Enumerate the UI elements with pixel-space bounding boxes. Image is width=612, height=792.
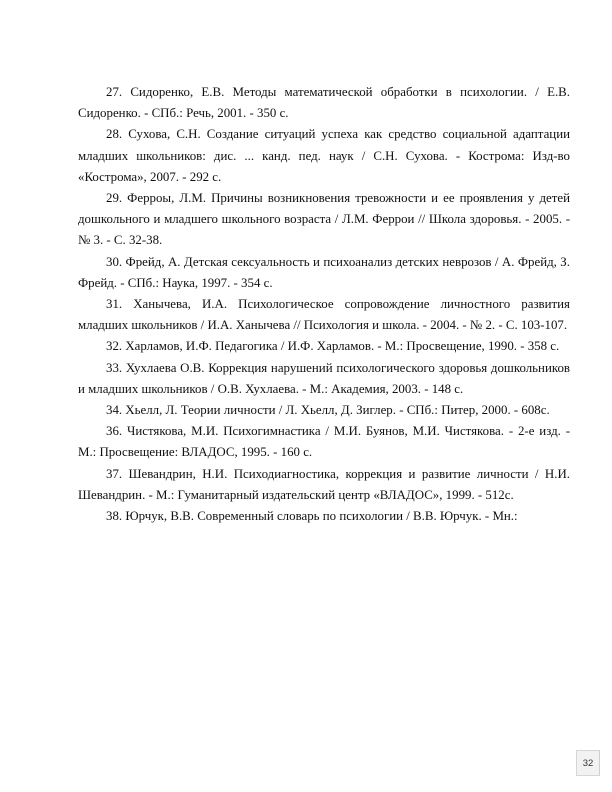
reference-item-29: 29. Ферроы, Л.М. Причины возникновения тревожности и ее проявления у детей дошкольного и младшего школьного возраста / Л.М. Феррои // Школа здоровья. - 2005. - № 3. - С. 32-38. (78, 191, 570, 248)
reference-item-36: 36. Чистякова, М.И. Психогимнастика / М.И. Буянов, М.И. Чистякова. - 2-е изд. - М.: Просвещение: ВЛАДОС, 1995. - 160 с. (78, 424, 570, 460)
reference-item-37: 37. Шевандрин, Н.И. Психодиагностика, коррекция и развитие личности / Н.И. Шевандрин. - М.: Гуманитарный издательский центр «ВЛАДОС», 1999. - 512с. (78, 466, 570, 502)
reference-item-27: 27. Сидоренко, Е.В. Методы математической обработки в психологии. / Е.В. Сидоренко. - СПб.: Речь, 2001. - 350 с. (78, 85, 570, 121)
reference-item-38: 38. Юрчук, В.В. Современный словарь по психологии / В.В. Юрчук. - Мн.: (106, 509, 518, 524)
reference-list (78, 82, 570, 527)
reference-item-31: 31. Ханычева, И.А. Психологическое сопровождение личностного развития младших школьников / И.А. Ханычева // Психология и школа. - 2004. - № 2. - С. 103-107. (78, 297, 570, 333)
reference-item-32: 32. Харламов, И.Ф. Педагогика / И.Ф. Харламов. - М.: Просвещение, 1990. - 358 с. (106, 339, 560, 354)
reference-item-28: 28. Сухова, С.Н. Создание ситуаций успеха как средство социальной адаптации младших школьников: дис. ... канд. пед. наук / С.Н. Сухова. - Кострома: Изд-во «Кострома», 2007. - 292 с. (78, 127, 570, 184)
reference-item-33: 33. Хухлаева О.В. Коррекция нарушений психологического здоровья дошкольников и младших школьников / О.В. Хухлаева. - М.: Академия, 2003. - 148 с. (78, 360, 570, 396)
page-number: 32 (576, 750, 600, 776)
reference-item-34: 34. Хьелл, Л. Теории личности / Л. Хьелл, Д. Зиглер. - СПб.: Питер, 2000. - 608с. (106, 403, 550, 418)
reference-item-30: 30. Фрейд, А. Детская сексуальность и психоанализ детских неврозов / А. Фрейд, З. Фрейд. - СПб.: Наука, 1997. - 354 с. (78, 254, 570, 290)
